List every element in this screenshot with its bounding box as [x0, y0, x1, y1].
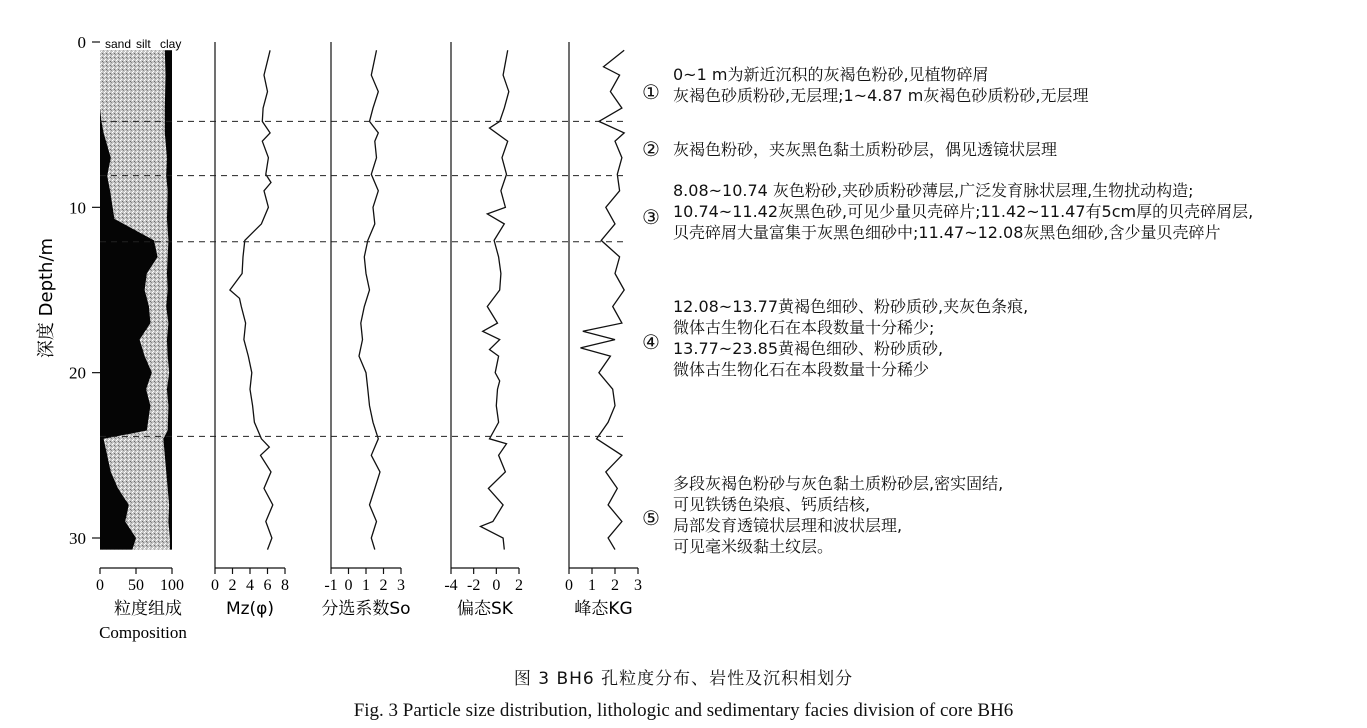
- facies-line: 多段灰褐色粉砂与灰色黏土质粉砂层,密实固结,: [673, 474, 1004, 493]
- facies-line: 10.74~11.42灰黑色砂,可见少量贝壳碎片;11.42~11.47有5cm厚的贝壳碎屑层,: [673, 202, 1254, 221]
- facies-line: 微体古生物化石在本段数量十分稀少: [673, 360, 930, 379]
- x-tick-label: 0: [565, 577, 573, 594]
- facies-line: 灰褐色砂质粉砂,无层理;1~4.87 m灰褐色砂质粉砂,无层理: [673, 86, 1089, 105]
- x-tick-label: 0: [344, 577, 353, 594]
- x-tick-label: 0: [96, 577, 104, 594]
- facies-number: ①: [642, 80, 660, 104]
- facies-line: 可见毫米级黏土纹层。: [673, 537, 834, 556]
- xlabel-So: 分选系数So: [321, 599, 411, 619]
- figure-caption-cn: 图 3 BH6 孔粒度分布、岩性及沉积相划分: [513, 669, 854, 689]
- facies-line: 贝壳碎屑大量富集于灰黑色细砂中;11.47~12.08灰黑色细砂,含少量贝壳碎片: [673, 223, 1221, 242]
- facies-line: 8.08~10.74 灰色粉砂,夹砂质粉砂薄层,广泛发育脉状层理,生物扰动构造;: [673, 181, 1194, 200]
- panel-Mz: [211, 42, 289, 619]
- facies-number: ③: [642, 205, 660, 229]
- legend-silt: silt: [136, 37, 151, 51]
- facies-line: 可见铁锈色染痕、钙质结核,: [673, 495, 871, 514]
- x-tick-label: -2: [467, 577, 481, 594]
- legend-clay: clay: [160, 37, 182, 51]
- legend-sand: sand: [105, 37, 132, 51]
- x-tick-label: -4: [444, 577, 458, 594]
- x-tick-label: 3: [397, 577, 405, 594]
- facies-line: 灰褐色粉砂，夹灰黑色黏土质粉砂层，偶见透镜状层理: [673, 140, 1058, 159]
- facies-line: 0~1 m为新近沉积的灰褐色粉砂,见植物碎屑: [673, 65, 989, 84]
- panel-SK: [444, 42, 523, 619]
- x-tick-label: 0: [211, 577, 219, 594]
- facies-line: 局部发育透镜状层理和波状层理,: [673, 516, 903, 535]
- series-line-SK: [481, 50, 509, 549]
- panel-KG: [565, 42, 642, 619]
- depth-axis-label: 深度 Depth/m: [36, 237, 57, 359]
- depth-tick-label: 10: [69, 198, 86, 218]
- x-tick-label: 8: [281, 577, 289, 594]
- chart-panels: [96, 37, 642, 642]
- x-tick-label: 2: [379, 577, 388, 594]
- facies-line: 微体古生物化石在本段数量十分稀少;: [673, 318, 935, 337]
- facies-number: ⑤: [642, 506, 660, 530]
- series-line-KG: [581, 50, 625, 549]
- series-line-So: [359, 50, 380, 549]
- panel-composition: [96, 37, 187, 642]
- depth-tick-label: 20: [69, 363, 86, 383]
- xlabel-Mz: Mz(φ): [225, 599, 275, 619]
- facies-number: ②: [642, 137, 660, 161]
- xlabel-cn-composition: 粒度组成: [114, 599, 182, 619]
- xlabel-en-composition: Composition: [99, 623, 187, 642]
- x-tick-label: 2: [228, 577, 237, 594]
- x-tick-label: -1: [324, 577, 338, 594]
- x-tick-label: 100: [160, 577, 184, 594]
- facies-description: [673, 296, 1028, 380]
- facies-description: [673, 473, 1003, 557]
- x-tick-label: 0: [492, 577, 501, 594]
- x-tick-label: 1: [362, 577, 370, 594]
- facies-description: [673, 64, 1088, 106]
- panel-So: [321, 42, 410, 619]
- x-tick-label: 1: [588, 577, 596, 594]
- depth-axis: [36, 33, 100, 548]
- facies-description: [673, 139, 1057, 160]
- facies-line: 13.77~23.85黄褐色细砂、粉砂质砂,: [673, 339, 944, 358]
- xlabel-KG: 峰态KG: [574, 599, 633, 619]
- facies-description: [673, 180, 1253, 243]
- x-tick-label: 50: [128, 577, 144, 594]
- facies-line: 12.08~13.77黄褐色细砂、粉砂质砂,夹灰色条痕,: [673, 297, 1029, 316]
- depth-tick-label: 0: [77, 33, 86, 52]
- x-tick-label: 2: [515, 577, 523, 594]
- figure-caption-en: Fig. 3 Particle size distribution, lithologic and sedimentary facies division of core BH6: [353, 700, 1014, 721]
- facies-boundaries: [100, 121, 628, 436]
- x-tick-label: 4: [246, 577, 254, 594]
- series-line-Mz: [230, 50, 273, 549]
- x-tick-label: 6: [263, 577, 272, 594]
- facies-number: ④: [642, 330, 660, 354]
- x-tick-label: 3: [634, 577, 642, 594]
- depth-tick-label: 30: [69, 529, 86, 548]
- xlabel-SK: 偏态SK: [457, 599, 513, 619]
- x-tick-label: 2: [611, 577, 619, 594]
